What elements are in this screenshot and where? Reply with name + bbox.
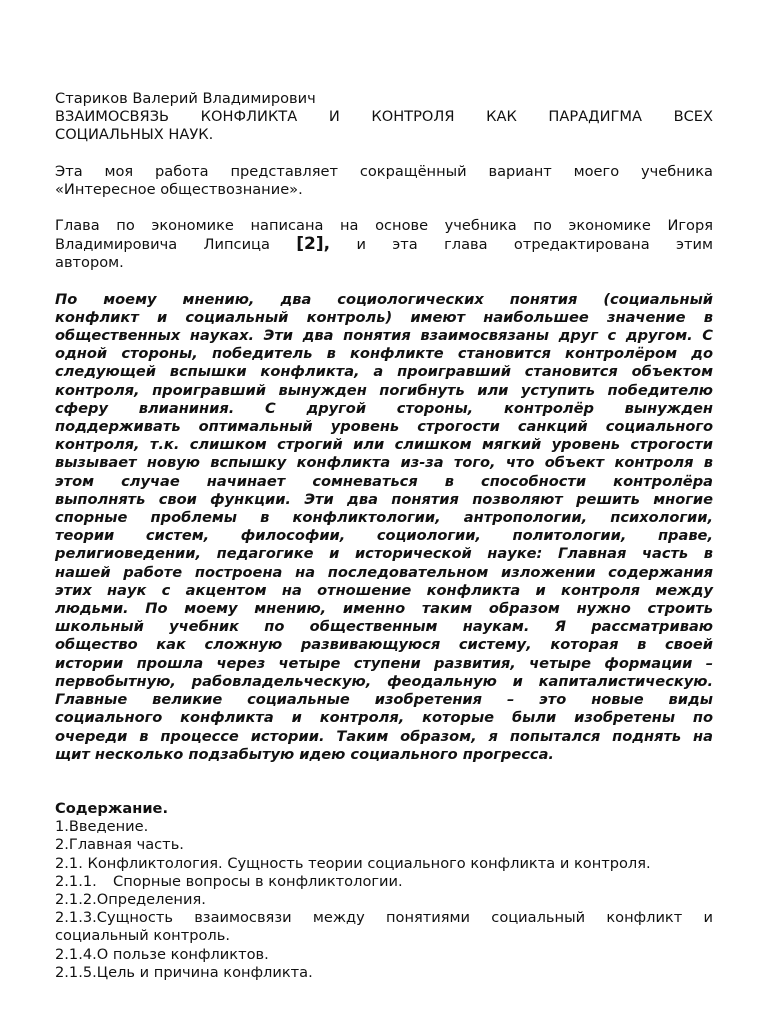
toc-item[interactable]: 2.1.2.Определения. [55,890,206,908]
abstract-line: следующей вспышки конфликта, а проигравший становится объектом [55,363,713,381]
title-line-2: СОЦИАЛЬНЫХ НАУК. [55,126,214,144]
abstract-line: общественных науках. Эти два понятия взаимосвязаны друг с другом. С [55,327,713,345]
abstract-line: теории систем, философии, социологии, политологии, праве, [55,527,713,545]
abstract-paragraph [55,291,713,764]
abstract-line: истории прошла через четыре ступени развития, четыре формации – [55,654,713,672]
toc-item[interactable]: 2.1.5.Цель и причина конфликта. [55,963,313,981]
document-page [55,90,713,982]
abstract-line: очереди в процессе истории. Таким образом, я попытался поднять на [55,727,713,745]
abstract-line: религиоведении, педагогике и исторической науке: Главная часть в [55,545,713,563]
table-of-contents [55,800,713,982]
chapter-note-text-a: Владимировича Липсица [55,236,297,254]
chapter-note-line-2 [55,235,713,254]
spacer [55,764,713,800]
abstract-line: общество как сложную развивающуюся систему, которая в своей [55,636,713,654]
chapter-note-line-1: Глава по экономике написана на основе учебника по экономике Игоря [55,217,713,235]
abstract-line: сферу влианиния. С другой стороны, контролёр вынужден [55,399,713,417]
author-name: Стариков Валерий Владимирович [55,90,316,107]
toc-item[interactable]: 2.1.3.Сущность взаимосвязи между понятиями социальный конфликт и [55,909,713,927]
spacer [55,273,713,291]
toc-item[interactable]: 2.1. Конфликтология. Сущность теории социального конфликта и контроля. [55,854,651,872]
abstract-line: По моему мнению, два социологических понятия (социальный [55,290,713,308]
abstract-line: выполнять свои функции. Эти два понятия позволяют решить многие [55,490,713,508]
abstract-line: спорные проблемы в конфликтологии, антропологии, психологии, [55,509,713,527]
chapter-note-text-b: и эта глава отредактирована этим [330,236,713,254]
abstract-line: этом случае начинает сомневаться в способности контролёра [55,472,713,490]
abstract-line: щит несколько подзабытую идею социального прогресса. [55,745,554,763]
spacer [55,199,713,217]
abstract-line: одной стороны, победитель в конфликте становится контролёром до [55,345,713,363]
abstract-line: этих наук с акцентом на отношение конфликта и контроля между [55,581,713,599]
spacer [55,145,713,163]
toc-item[interactable] [55,873,713,891]
abstract-line: нашей работе построена на последовательном изложении содержания [55,563,713,581]
toc-item-label: Спорные вопросы в конфликтологии. [113,872,403,890]
toc-item-continuation: социальный контроль. [55,927,230,945]
abstract-line: Главные великие социальные изобретения – это новые виды [55,691,713,709]
abstract-line: школьный учебник по общественным наукам. Я рассматриваю [55,618,713,636]
toc-item-number: 2.1.1. [55,872,97,890]
abstract-line: первобытную, рабовладельческую, феодальную и капиталистическую. [55,672,713,690]
abstract-line: социального конфликта и контроля, которые были изобретены по [55,709,713,727]
intro-line-1: Эта моя работа представляет сокращённый вариант моего учебника [55,162,713,180]
reference-marker: [2], [296,234,331,255]
abstract-line: конфликт и социальный контроль) имеют наибольшее значение в [55,308,713,326]
abstract-line: контроля, т.к. слишком строгий или слишком мягкий уровень строгости [55,436,713,454]
intro-line-2: «Интересное обществознание». [55,180,303,198]
abstract-line: вызывает новую вспышку конфликта из-за того, что объект контроля в [55,454,713,472]
contents-heading: Содержание. [55,799,168,817]
abstract-line: поддерживать оптимальный уровень строгости санкций социального [55,418,713,436]
toc-item[interactable]: 2.Главная часть. [55,836,184,854]
chapter-note-line-3: автором. [55,254,124,272]
abstract-line: контроля, проигравший вынужден погибнуть или уступить победителю [55,381,713,399]
toc-item[interactable]: 2.1.4.О пользе конфликтов. [55,945,269,963]
toc-item[interactable]: 1.Введение. [55,818,149,836]
title-line-1: ВЗАИМОСВЯЗЬ КОНФЛИКТА И КОНТРОЛЯ КАК ПАРАДИГМА ВСЕХ [55,108,713,126]
abstract-line: людьми. По моему мнению, именно таким образом нужно строить [55,600,713,618]
